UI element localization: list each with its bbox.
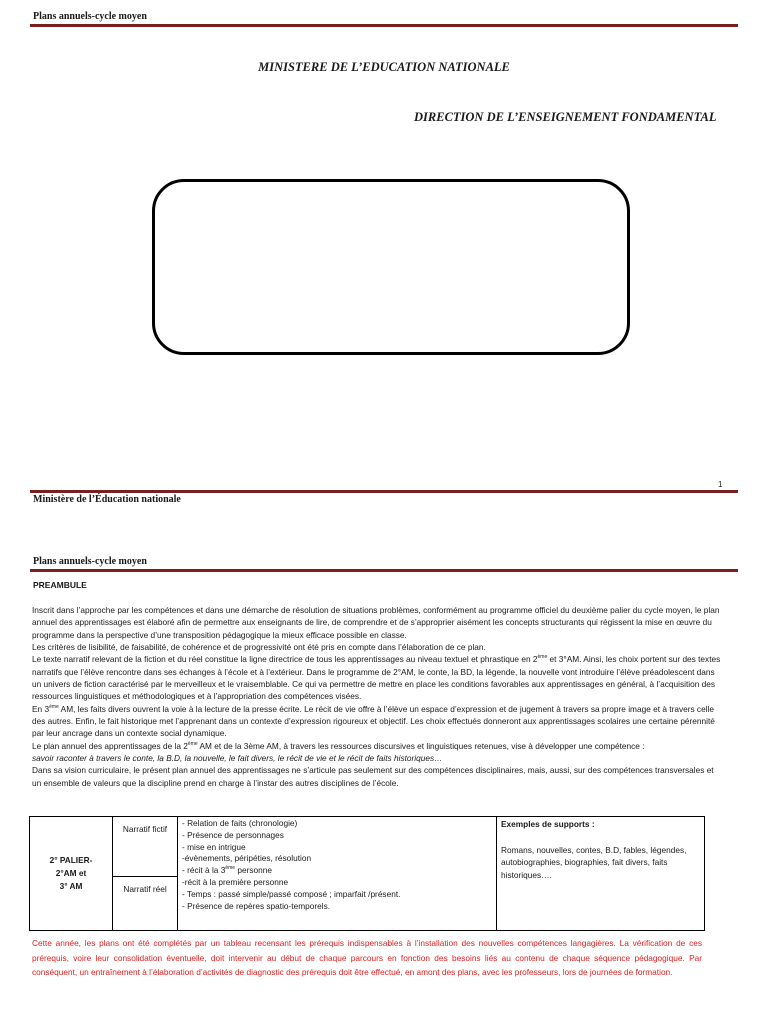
section-title: PREAMBULE	[33, 580, 87, 590]
header-rule	[30, 24, 738, 27]
paragraph: Le plan annuel des apprentissages de la 2ème AM et de la 3ème AM, à travers les ressources discursives et linguistiques retenues, vise à développer une compétence :	[32, 740, 645, 751]
page-number: 1	[718, 480, 723, 489]
preamble-body	[32, 604, 722, 789]
prerequisites-note: Cette année, les plans ont été complétés par un tableau recensant les prérequis indispensables à l’installation des nouvelles compétences langagières. La vérification de ces prérequis, voire leur consolidation éventuelle, doit intervenir au début de chaque parcours en fonction des besoins liés au contenu de chaque séquence pédagogique. Par conséquent, un entraînement à l’élaboration d’activités de diagnostic des prérequis doit être effectué, en amont des plans, avec les professeurs, lors de journées de formation.	[32, 938, 702, 977]
palier-cell: 2° PALIER- 2°AM et 3° AM	[30, 817, 113, 931]
paragraph: Le texte narratif relevant de la fiction et du réel constitue la ligne directrice de tous les apprentissages au niveau textuel et phrastique en 2ème et 3°AM. Ainsi, les choix portent sur des textes narratifs que l’élève rencontre dans ses échanges à l’école et à l’extérieur. Dans le programme de 2°AM, le conte, la BD, la légende, la nouvelle vont introduire l’élève préadolescent dans un univers de fiction caractérisé par le merveilleux et le vraisemblable. Ce qui va permettre de mettre en place les conditions favorables aux apprentissages en général, à l’acquisition des ressources linguistiques et méthodologiques et à l’appropriation des compétences visées.	[32, 654, 721, 702]
paragraph-italic: savoir raconter à travers le conte, la B.D, la nouvelle, le fait divers, le récit de vie et le récit de faits historiques…	[32, 753, 443, 764]
page-header: Plans annuels-cycle moyen	[33, 11, 147, 22]
direction-title: DIRECTION DE L’ENSEIGNEMENT FONDAMENTAL	[414, 110, 717, 124]
narratif-fictif-cell: Narratif fictif	[113, 817, 178, 877]
paragraph: En 3ème AM, les faits divers ouvrent la voie à la lecture de la presse écrite. Le récit de vie offre à l’élève un espace d’expression et de jugement à travers sa propre image et à travers celle des autres. Enfin, le fait historique met l’apprenant dans un contexte d’expression rigoureux et objectif. Les choix effectués donneront aux apprentissages scolaires une certaine pérennité par leur ancrage dans un contexte social dynamique.	[32, 703, 715, 739]
narratif-reel-cell: Narratif réel	[113, 877, 178, 931]
ministry-title: MINISTERE DE L’EDUCATION NATIONALE	[258, 60, 510, 74]
page-header: Plans annuels-cycle moyen	[33, 556, 147, 567]
palier-table	[29, 816, 705, 931]
footer-rule	[30, 490, 738, 493]
title-box	[152, 179, 630, 355]
supports-cell: Exemples de supports : Romans, nouvelles, contes, B.D, fables, légendes, autobiographies, biographies, fait divers, faits historiques….	[497, 817, 705, 931]
paragraph: Inscrit dans l’approche par les compétences et dans une démarche de résolution de situations problèmes, conformément au programme officiel du deuxième palier du cycle moyen, le plan annuel des apprentissages est élaboré afin de permettre aux enseignants de lire, de comprendre et de s’approprier aisément les concepts structurants qui régissent la mise en œuvre du programme dans la perspective d’une transposition pédagogique la mieux efficace possible en classe.	[32, 605, 720, 640]
page-footer: Ministère de l’Éducation nationale	[33, 494, 181, 505]
paragraph: Les critères de lisibilité, de faisabilité, de cohérence et de progressivité ont été pris en compte dans l’élaboration de ce plan.	[32, 642, 486, 653]
features-cell: - Relation de faits (chronologie) - Présence de personnages - mise en intrigue -évènements, péripéties, résolution - récit à la 3ème personne -récit à la première personne - Temps : passé simple/passé composé ; imparfait /présent. - Présence de repères spatio-temporels.	[178, 817, 497, 931]
paragraph: Dans sa vision curriculaire, le présent plan annuel des apprentissages ne s’articule pas seulement sur des compétences disciplinaires, mais, aussi, sur des compétences transversales et un ensemble de valeurs que la discipline prend en charge à l’instar des autres disciplines de l’école.	[32, 765, 714, 788]
header-rule	[30, 569, 738, 572]
